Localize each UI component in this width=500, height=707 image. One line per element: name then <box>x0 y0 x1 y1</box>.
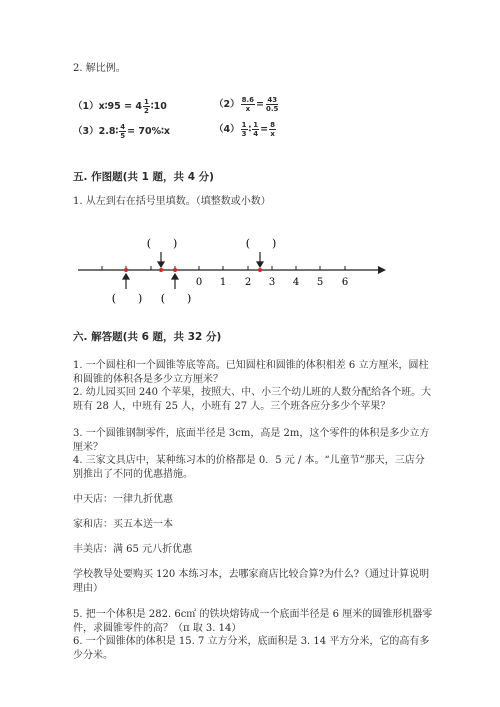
tick-label: 0 <box>195 277 203 288</box>
proportion-1 <box>73 98 167 115</box>
answer-blank: ( ) <box>160 292 192 305</box>
problem-6: 6. 一个圆锥体的体积是 15. 7 立方分米，底面积是 3. 14 平方分米，它的高有多少分米。 <box>73 636 430 661</box>
point-marker <box>159 268 163 272</box>
proportion-4: （4） $\frac{1}{3}$ ∶ $\frac{1}{4}$ = $\frac{8}{x}$ <box>214 121 276 138</box>
item-number: （2） <box>214 99 240 110</box>
fraction: $\frac{4}{5}$ <box>120 123 126 140</box>
answer-blank: ( ) <box>245 237 277 250</box>
tick-label: 3 <box>268 277 276 288</box>
section5-heading: 五. 作图题(共 1 题，共 4 分) <box>73 171 214 183</box>
section5-q1: 1. 从左到右在括号里填数。（填整数或小数） <box>73 196 271 207</box>
point-marker <box>173 268 177 272</box>
store-offer-2: 家和店：买五本送一本 <box>73 519 173 530</box>
proportion-2: （2） $\frac{8.6}{x}$ = $\frac{43}{0.5}$ <box>214 96 279 113</box>
tick-label: 5 <box>316 277 324 288</box>
expr-text: ∶10 <box>150 101 167 112</box>
fraction: $\frac{1}{2}$ <box>143 98 149 115</box>
problem-5: 5. 把一个体积是 282. 6c㎡ 的铁块熔铸成一个底面半径是 6 厘米的圆锥形机器零件，求圆锥零件的高？（π 取 3. 14） <box>73 609 433 634</box>
answer-blank: ( ) <box>146 237 178 250</box>
store-offer-3: 丰美店：满 65 元八折优惠 <box>73 544 193 555</box>
item-number: （1） <box>73 101 99 112</box>
number-line-figure <box>0 225 500 315</box>
fraction: $\frac{1}{4}$ <box>253 121 259 138</box>
tick-label: 4 <box>292 277 300 288</box>
fraction: $\frac{1}{3}$ <box>241 121 247 138</box>
fraction: $\frac{43}{0.5}$ <box>266 96 279 113</box>
expr-text: 2.8∶ <box>98 126 119 137</box>
expr-text: = 70%∶x <box>127 126 171 137</box>
point-marker <box>124 268 128 272</box>
item-number: （4） <box>214 124 240 135</box>
q2-title: 2. 解比例。 <box>73 63 126 74</box>
proportion-3 <box>73 123 170 140</box>
expr-text: x∶95 = 4 <box>98 101 142 112</box>
item-number: （3） <box>73 126 99 137</box>
problem-4: 4. 三家文具店中，某种练习本的价格都是 0．5 元 / 本。“儿童节”那天，三店分别推出了不同的优惠措施。 <box>73 455 425 480</box>
answer-blank: ( ) <box>111 292 143 305</box>
problem-4-question: 学校教导处要购买 120 本练习本，去哪家商店比较合算?为什么?（通过计算说明理由） <box>73 569 430 594</box>
arrowhead-icon <box>378 266 386 274</box>
tick-label: 2 <box>244 277 252 288</box>
store-offer-1: 中天店：一律九折优惠 <box>73 494 173 505</box>
fraction: $\frac{8.6}{x}$ <box>241 96 255 113</box>
tick-label: 6 <box>341 277 349 288</box>
section6-heading: 六. 解答题(共 6 题，共 32 分) <box>73 331 222 343</box>
fraction: $\frac{8}{x}$ <box>270 121 276 138</box>
tick-label: 1 <box>219 277 227 288</box>
point-marker <box>258 268 262 272</box>
problem-3: 3. 一个圆锥钢制零件，底面半径是 3cm，高是 2m，这个零件的体积是多少立方厘米？ <box>73 428 430 453</box>
problem-2: 2. 幼儿园买回 240 个苹果，按照大、中、小三个幼儿班的人数分配给各个班。大班有 28 人，中班有 25 人，小班有 27 人。三个班各应分多少个苹果？ <box>73 387 432 412</box>
problem-1: 1. 一个圆柱和一个圆锥等底等高。已知圆柱和圆锥的体积相差 6 立方厘米，圆柱和圆锥的体积各是多少立方厘米？ <box>73 360 429 385</box>
